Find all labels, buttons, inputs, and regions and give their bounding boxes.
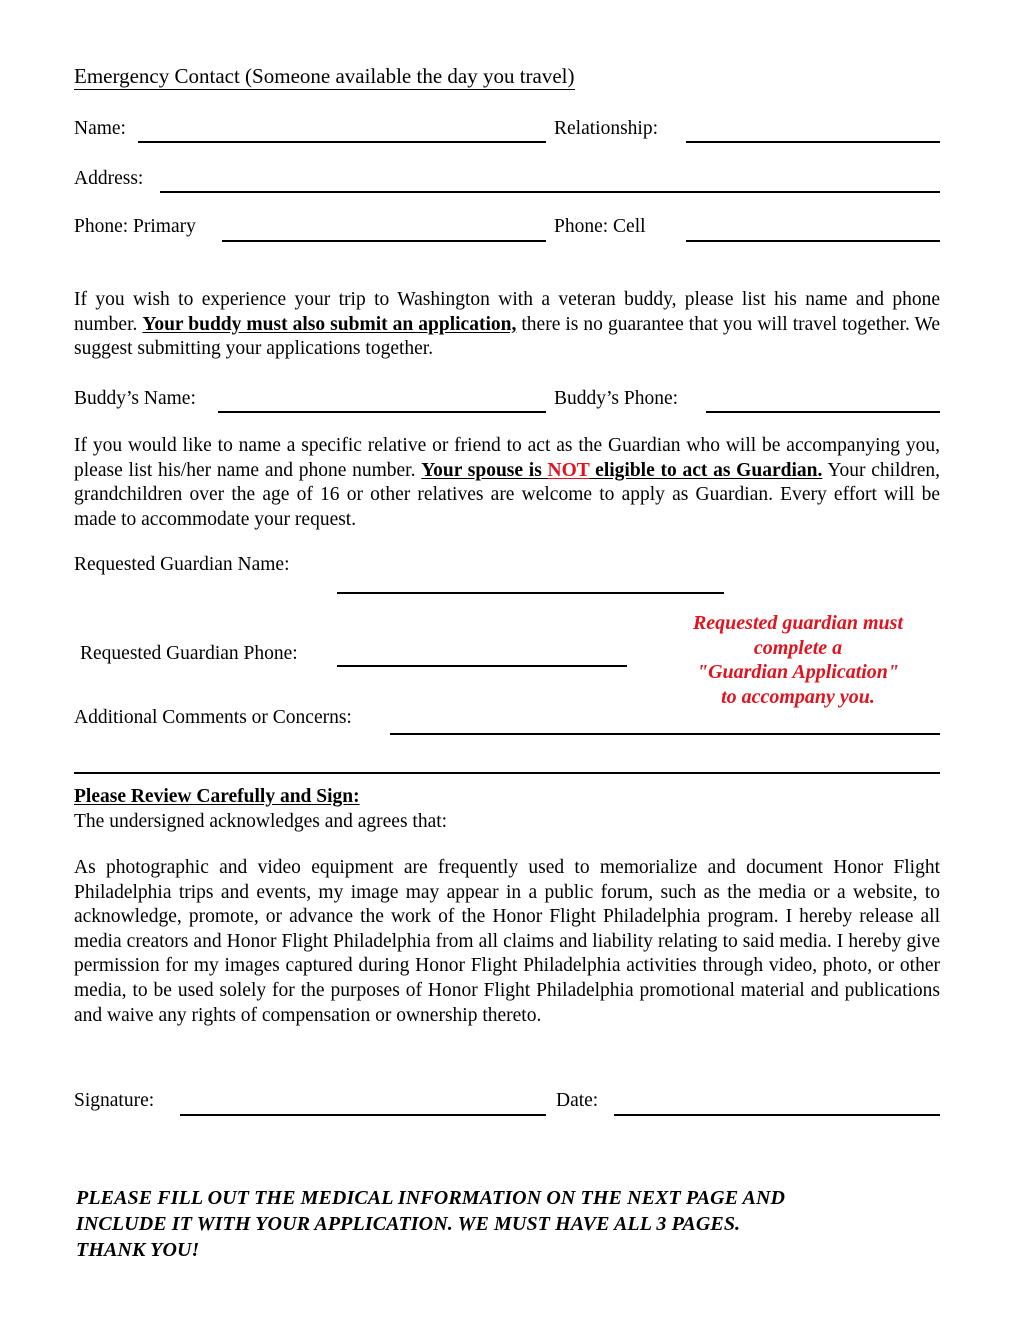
media-release-paragraph: As photographic and video equipment are frequently used to memorialize and document Honor Flight Philadelphia trips and events, my image may appear in a public forum, such as the media or a website, to acknowledge, promote, or advance the work of the Honor Flight Philadelphia program. I hereby release all media creators and Honor Flight Philadelphia from all claims and liability relating to said media. I hereby give permission for my images captured during Honor Flight Philadelphia activities through video, photo, or other media, to be used solely for the purposes of Honor Flight Philadelphia promotional material and publications and waive any rights of compensation or ownership thereto. [74, 857, 940, 1026]
callout-line-3: "Guardian Application" [696, 661, 900, 683]
name-label: Name: [74, 118, 126, 139]
guardian-paragraph-part2: Your children, grandchildren over the age of 16 or other relatives are welcome to apply as Guardian. Every effort will be made to accommodate your request. [74, 459, 940, 530]
closing-line-2: INCLUDE IT WITH YOUR APPLICATION. WE MUST HAVE ALL 3 PAGES. [76, 1213, 741, 1235]
closing-line-1: PLEASE FILL OUT THE MEDICAL INFORMATION ON THE NEXT PAGE AND [76, 1187, 786, 1209]
buddy-name-input-line[interactable] [218, 411, 546, 413]
closing-note [76, 1185, 956, 1263]
phone-primary-label: Phone: Primary [74, 216, 196, 237]
callout-line-4: to accompany you. [721, 685, 875, 708]
name-input-line[interactable] [138, 141, 546, 143]
additional-comments-label: Additional Comments or Concerns: [74, 707, 352, 728]
phone-cell-input-line[interactable] [686, 240, 940, 242]
requested-guardian-phone-input-line[interactable] [337, 665, 627, 667]
buddy-phone-input-line[interactable] [706, 411, 940, 413]
guardian-paragraph-part1: If you would like to name a specific relative or friend to act as the Guardian who will be accompanying you, please list his/her name and phone number. [74, 435, 940, 481]
buddy-paragraph-emphasis: Your buddy must also submit an application, [142, 313, 517, 335]
review-intro: The undersigned acknowledges and agrees that: [74, 811, 448, 832]
address-input-line[interactable] [160, 191, 940, 193]
section-heading-text: Emergency Contact (Someone available the day you travel) [74, 64, 575, 88]
requested-guardian-name-input-line[interactable] [337, 592, 724, 594]
review-heading: Please Review Carefully and Sign: [74, 786, 360, 807]
requested-guardian-phone-label: Requested Guardian Phone: [80, 643, 298, 664]
callout-line-2: complete a [753, 636, 843, 659]
closing-line-3: THANK YOU! [76, 1239, 200, 1261]
relationship-input-line[interactable] [686, 141, 940, 143]
buddy-paragraph-part1: If you wish to experience your trip to Washington with a veteran buddy, please list his name and phone number. [74, 289, 940, 335]
buddy-paragraph-part2: there is no guarantee that you will travel together. We suggest submitting your applications together. [74, 313, 941, 360]
phone-cell-label: Phone: Cell [554, 216, 646, 237]
additional-comments-input-line-2[interactable] [74, 772, 940, 774]
section-heading [74, 64, 575, 90]
buddy-paragraph [74, 288, 940, 362]
buddy-name-label: Buddy’s Name: [74, 388, 196, 409]
relationship-label: Relationship: [554, 118, 658, 139]
guardian-paragraph [74, 434, 940, 532]
requested-guardian-name-label: Requested Guardian Name: [74, 554, 290, 575]
additional-comments-input-line-1[interactable] [390, 733, 940, 735]
signature-label: Signature: [74, 1090, 155, 1111]
date-label: Date: [556, 1090, 599, 1111]
phone-primary-input-line[interactable] [222, 240, 546, 242]
buddy-phone-label: Buddy’s Phone: [554, 388, 679, 409]
guardian-paragraph-emphasis-1: Your spouse is [421, 459, 548, 481]
signature-input-line[interactable] [180, 1114, 546, 1116]
date-input-line[interactable] [614, 1114, 940, 1116]
guardian-paragraph-not: NOT [547, 459, 590, 481]
address-label: Address: [74, 168, 144, 189]
guardian-paragraph-emphasis-2: eligible to act as Guardian. [589, 459, 823, 481]
guardian-application-callout [648, 611, 948, 709]
callout-line-1: Requested guardian must [692, 612, 904, 634]
